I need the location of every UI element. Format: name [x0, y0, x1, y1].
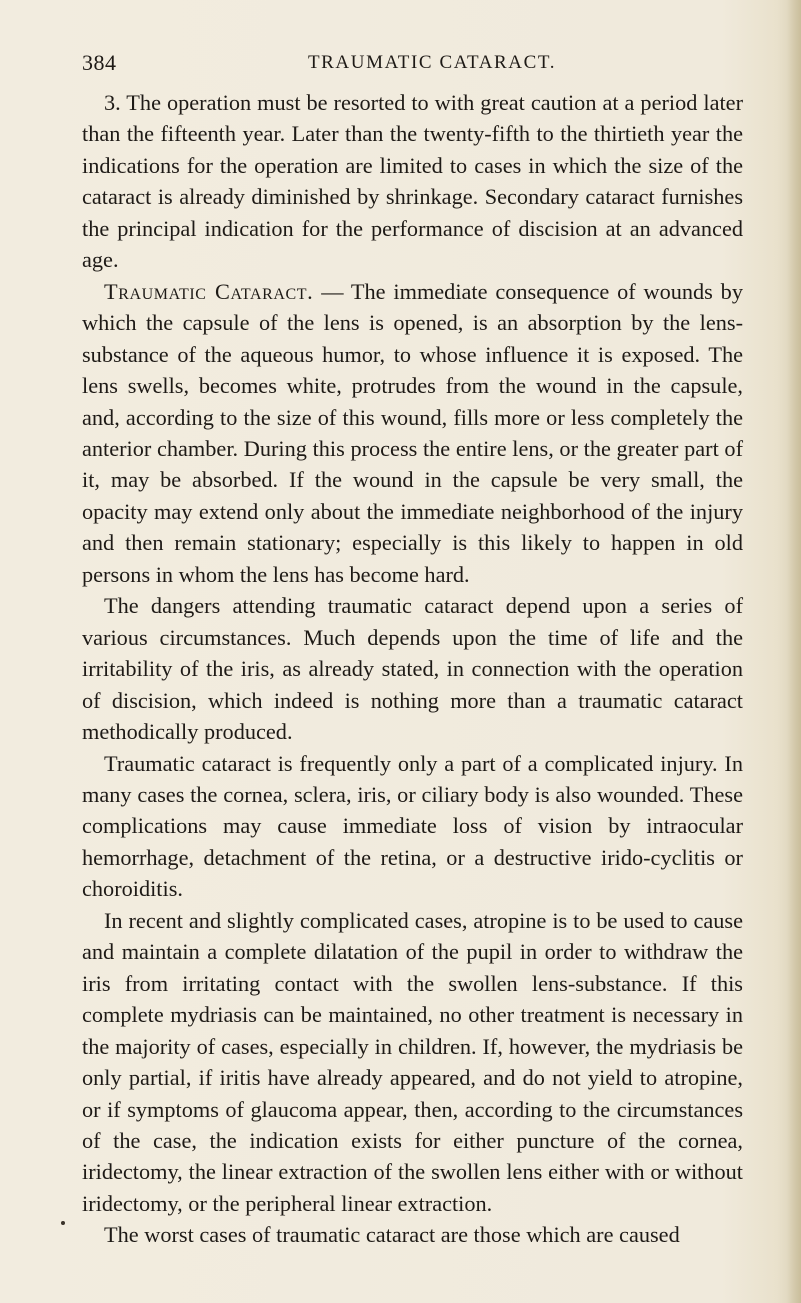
- section-heading: Traumatic Cataract.: [104, 278, 314, 304]
- paragraph: The dangers attending traumatic cataract depend upon a series of various circumstances. Much depends upon the time of life and the irritability of the iris, as already stated, in connection with the operation of discision, which indeed is nothing more than a traumatic cataract methodically produced.: [82, 593, 743, 745]
- page-number: 384: [82, 50, 117, 75]
- margin-mark: [61, 1221, 65, 1225]
- paragraph: [82, 276, 743, 591]
- paragraph: The worst cases of traumatic cataract are those which are caused: [104, 1222, 680, 1248]
- paragraph: In recent and slightly complicated cases, atropine is to be used to cause and maintain a complete dilatation of the pupil in order to withdraw the iris from irritating contact with the swollen lens-substance. If this complete mydriasis can be maintained, no other treatment is necessary in the majority of cases, especially in children. If, however, the mydriasis be only partial, if iritis have already appeared, and do not yield to atropine, or if symptoms of glaucoma appear, then, according to the circumstances of the case, the indication exists for either puncture of the cornea, iridectomy, the linear extraction of the swollen lens either with or without iridectomy, or the peripheral linear extraction.: [82, 907, 743, 1216]
- running-title: TRAUMATIC CATARACT.: [307, 52, 557, 73]
- paragraph-text: — The immediate consequence of wounds by which the capsule of the lens is opened, is an absorption by the lens-substance of the aqueous humor, to whose influence it is exposed. The lens swells, becomes white, protrudes from the wound in the capsule, and, according to the size of this wound, fills more or less completely the anterior chamber. During this process the entire lens, or the greater part of it, may be absorbed. If the wound in the capsule be very small, the opacity may extend only about the immediate neighborhood of the injury and then remain stationary; especially is this likely to happen in old persons in whom the lens has become hard.: [82, 278, 743, 587]
- running-head: [82, 50, 742, 80]
- paragraph: 3. The operation must be resorted to with great caution at a period later than the fifteenth year. Later than the twenty-fifth to the thirtieth year the indications for the operation are limited to cases in which the size of the cataract is already diminished by shrinkage. Secondary cataract furnishes the principal indication for the performance of discision at an advanced age.: [82, 90, 743, 273]
- page-edge-shadow: [787, 0, 801, 1303]
- paragraph: Traumatic cataract is frequently only a part of a complicated injury. In many cases the cornea, sclera, iris, or ciliary body is also wounded. These complications may cause immediate loss of vision by intraocular hemorrhage, detachment of the retina, or a destructive irido-cyclitis or choroiditis.: [82, 750, 743, 902]
- body-text: [82, 87, 743, 1251]
